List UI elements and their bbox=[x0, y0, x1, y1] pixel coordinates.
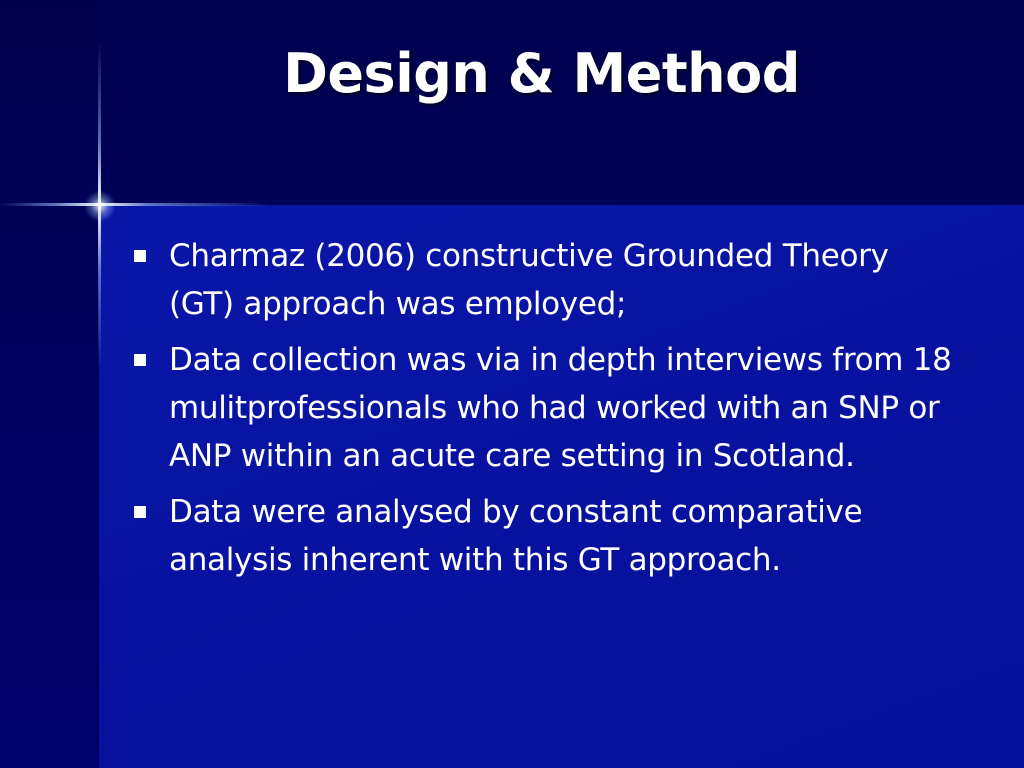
square-bullet-icon bbox=[134, 506, 146, 518]
slide-title: Design & Method bbox=[283, 42, 800, 105]
star-flare-icon bbox=[84, 190, 116, 222]
bullet-text: Data were analysed by constant comparative analysis inherent with this GT approach. bbox=[169, 494, 863, 578]
bullet-item bbox=[130, 336, 960, 480]
square-bullet-icon bbox=[134, 354, 146, 366]
bullet-text: Data collection was via in depth interviews from 18 mulitprofessionals who had worked with an SNP or ANP within an acute care setting in Scotland. bbox=[169, 342, 952, 474]
bullet-item bbox=[130, 232, 960, 328]
bullet-text: Charmaz (2006) constructive Grounded Theory (GT) approach was employed; bbox=[169, 238, 889, 322]
square-bullet-icon bbox=[134, 250, 146, 262]
bullet-list bbox=[130, 232, 960, 592]
bullet-item bbox=[130, 488, 960, 584]
star-flare-horizontal bbox=[0, 203, 270, 206]
left-band-decoration bbox=[0, 0, 99, 768]
